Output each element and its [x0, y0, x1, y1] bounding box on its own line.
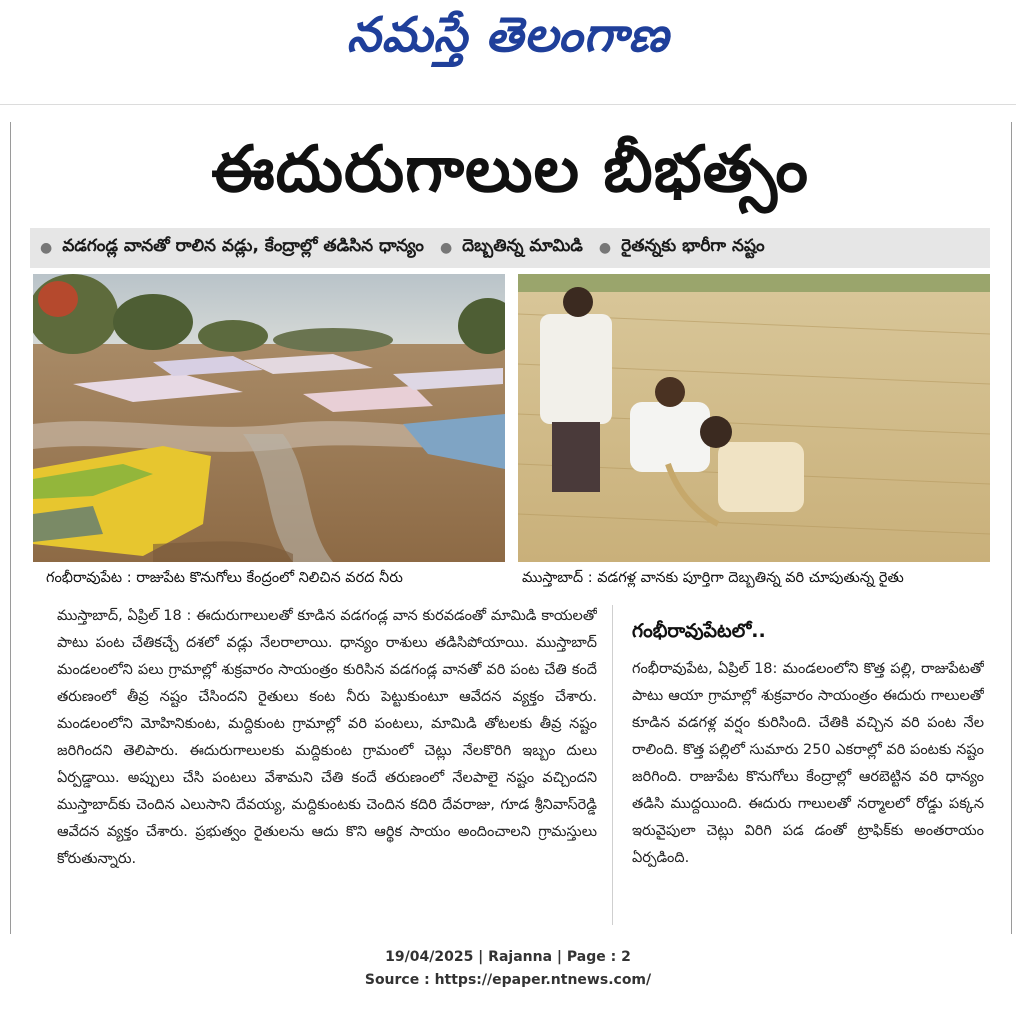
photo-drying-yard: [33, 274, 505, 562]
caption-left: గంభీరావుపేట : రాజుపేట కొనుగోలు కేంద్రంలో నిలిచిన వరద నీరు: [46, 570, 403, 586]
photo-paddy-field: [518, 274, 990, 562]
bullet-icon: ●: [598, 240, 612, 256]
subhead-item: [440, 236, 583, 260]
subhead-item: [599, 236, 765, 260]
section-heading: గంభీరావుపేటలో..: [632, 620, 766, 642]
article-left-body: ముస్తాబాద్, ఏప్రిల్ 18 : ఈదురుగాలులతో కూడిన వడగండ్ల వాన కురవడంతో మామిడి కాయలతో పాటు పంట చేతికచ్చే దశలో వడ్లు నేలరాలాయి. ధాన్యం రాశులు తడిసిపోయాయి. ముస్తాబాద్ మండలంలోని పలు గ్రామాల్లో శుక్రవారం సాయంత్రం కురిసిన వడగండ్ల వానతో వరి పంట చేతి కందే తరుణంలో తీవ్ర నష్టం చేసిందని రైతులు కంట నీరు పెట్టుకుంటూ ఆవేదన వ్యక్తం చేశారు. మండలంలోని మోహినికుంట, మద్దికుంట గ్రామాల్లో వరి పంటలు, మామిడి తోటలకు తీవ్ర నష్టం జరిగిందని తెలిపారు. ఈదురుగాలులకు మద్దికుంట గ్రామంలో చెట్లు నేలకొరిగి ఇబ్బం దులు ఏర్పడ్డాయి. అప్పులు చేసి పంటలు వేశామని చేతి కందే తరుణంలో నేలపాలై నష్టం వచ్చిందని ముస్తాబాద్‌కు చెందిన ఎలుసాని దేవయ్య, మద్దికుంటకు చెందిన కదిరి దేవరాజు, గూడ శ్రీనివాస్‌రెడ్డి ఆవేదన వ్యక్తం చేశారు. ప్రభుత్వం రైతులను ఆదు కొని ఆర్థిక సాయం అందించాలని గ్రామస్తులు కోరుతున్నారు.: [57, 608, 597, 867]
photo-paddy-field-image: [518, 274, 990, 562]
photo-drying-yard-image: [33, 274, 505, 562]
subhead-text: దెబ్బతిన్న మామిడి: [462, 236, 583, 256]
article-right-body: గంభీరావుపేట, ఏప్రిల్ 18: మండలంలోని కొత్త పల్లి, రాజుపేటతో పాటు ఆయా గ్రామాల్లో శుక్రవారం సాయంత్రం ఈదురు గాలులతో కూడిన వడగళ్ల వర్షం కురిసింది. చేతికి వచ్చిన వరి పంట నేల రాలింది. కొత్త పల్లిలో సుమారు 250 ఎకరాల్లో వరి పంటకు నష్టం జరిగింది. రాజుపేట కొనుగోలు కేంద్రాల్లో ఆరబెట్టిన వరి ధాన్యం తడిసి ముద్దయింది. ఈదురు గాలులతో నర్మాలలో రోడ్డు పక్కన ఇరువైపులా చెట్లు విరిగి పడ డంతో ట్రాఫిక్‌కు అంతరాయం ఏర్పడింది.: [632, 661, 984, 866]
newspaper-title: నమస్తే తెలంగాణ: [346, 7, 670, 63]
footer-date-line: 19/04/2025 | Rajanna | Page : 2: [385, 949, 631, 965]
subhead-text: వడగండ్ల వానతో రాలిన వడ్లు, కేంద్రాల్లో తడిసిన ధాన్యం: [62, 236, 424, 256]
footer-source-line: Source : https://epaper.ntnews.com/: [364, 972, 652, 988]
caption-right: ముస్తాబాద్ : వడగళ్ల వానకు పూర్తిగా దెబ్బతిన్న వరి చూపుతున్న రైతు: [522, 570, 904, 586]
masthead: [0, 0, 1016, 82]
subheadline-bar: [30, 228, 990, 268]
bullet-icon: ●: [40, 240, 53, 256]
column-divider: [612, 605, 613, 925]
headline: ఈదురుగాలుల బీభత్సం: [211, 132, 809, 207]
subhead-text: రైతన్నకు భారీగా నష్టం: [621, 236, 765, 256]
masthead-divider: [0, 104, 1016, 105]
subhead-item: [40, 236, 424, 260]
bullet-icon: ●: [439, 240, 453, 256]
